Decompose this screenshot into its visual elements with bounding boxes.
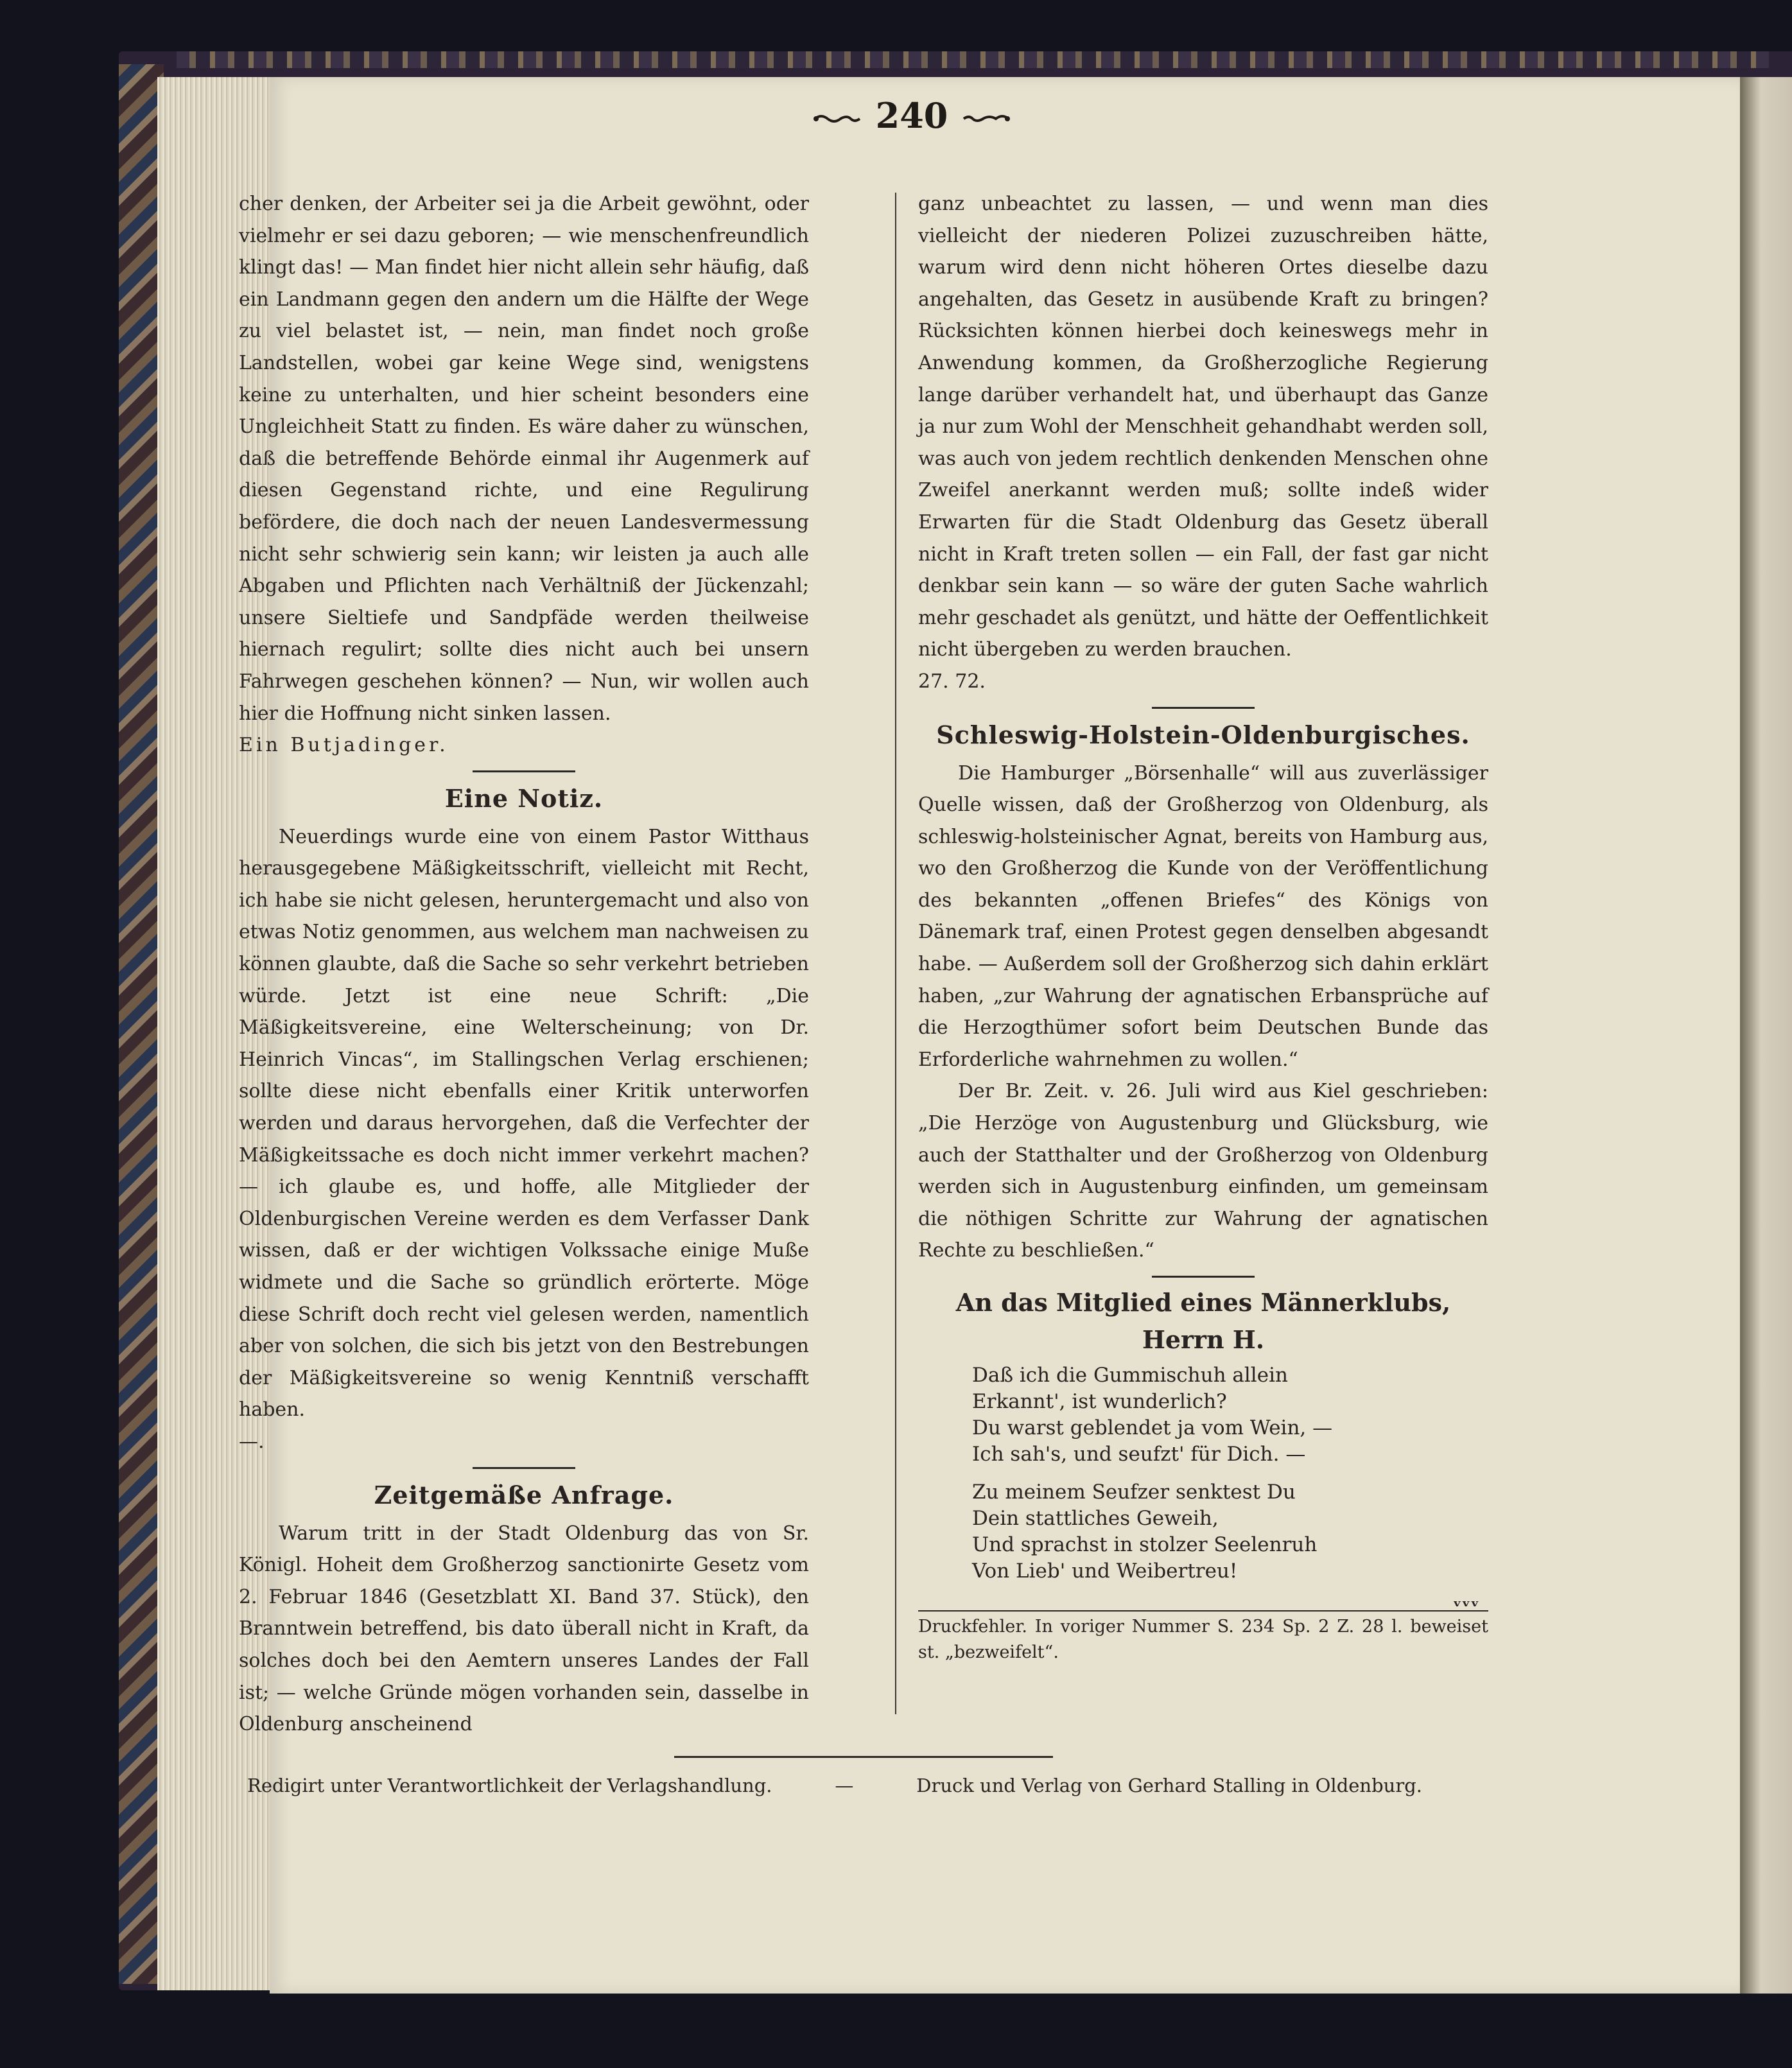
- poem-stanza-1: [972, 1362, 1488, 1468]
- poem-line: Von Lieb' und Weibertreu!: [972, 1560, 1238, 1583]
- poem-line: Daß ich die Gummischuh allein: [972, 1364, 1288, 1387]
- paragraph-anfrage-continued: ganz unbeachtet zu lassen, — und wenn man dies vielleicht der niederen Polizei zuzuschreiben hätte, warum wird denn nicht höheren Ortes dieselbe dazu angehalten, das Gesetz in ausübende Kraft zu bringen? Rücksichten können hierbei doch keineswegs mehr in Anwendung kommen, da Großherzogliche Regierung lange darüber verhandelt hat, und überhaupt das Ganze ja nur zum Wohl der Menschheit gehandhabt werden soll, was auch von jedem rechtlich denkenden Menschen ohne Zweifel anerkannt werden muß; sollte indeß wider Erwarten für die Stadt Oldenburg das Gesetz überall nicht in Kraft treten sollen — ein Fall, der fast gar nicht denkbar sein kann — so wäre der guten Sache wahrlich mehr geschadet als genützt, und hätte der Oeffentlichkeit nicht übergeben zu werden brauchen.: [918, 193, 1488, 661]
- paragraph-schleswig-2: Der Br. Zeit. v. 26. Juli wird aus Kiel geschrieben: „Die Herzöge von Augustenburg und Glücksburg, wie auch der Statthalter und der Großherzog von Oldenburg werden sich in Augustenburg einfinden, um gemeinsam die nöthigen Schritte zur Wahrung der agnatischen Rechte zu beschließen.“: [918, 1080, 1488, 1262]
- poem-line: Du warst geblendet ja vom Wein, —: [972, 1416, 1333, 1439]
- facing-page-edge: [1740, 77, 1792, 1994]
- section-rule: [1152, 1276, 1255, 1278]
- page-number-header: [770, 93, 1053, 138]
- paragraph-anfrage: Warum tritt in der Stadt Oldenburg das von Sr. Königl. Hoheit dem Großherzog sanctionirte Gesetz vom 2. Februar 1846 (Gesetzblatt XI. Band 37. Stück), den Branntwein betreffend, bis dato überall nicht in Kraft, da solches doch bei den Aemtern unseres Landes der Fall ist; — welche Gründe mögen vorhanden sein, dasselbe in Oldenburg anscheinend: [239, 1522, 809, 1736]
- section-rule: [473, 1467, 575, 1469]
- signature-butjadinger: Ein Butjadinger.: [239, 734, 449, 757]
- footer-rule: [674, 1756, 1053, 1758]
- left-column: [239, 188, 809, 1741]
- cover-top-edge: [177, 51, 1769, 68]
- heading-zeitgemaesse-anfrage: Zeitgemäße Anfrage.: [374, 1480, 674, 1509]
- heading-poem: [918, 1284, 1488, 1359]
- poem-stanza-2: [972, 1479, 1488, 1585]
- poem: [918, 1362, 1488, 1585]
- ornament-right-icon: [960, 112, 1011, 125]
- right-column: [918, 188, 1488, 1665]
- poem-line: Zu meinem Seufzer senktest Du: [972, 1481, 1296, 1504]
- poem-line: Erkannt', ist wunderlich?: [972, 1390, 1227, 1413]
- poem-line: Dein stattliches Geweih,: [972, 1507, 1219, 1530]
- footer-dash: —: [835, 1775, 854, 1796]
- page-footer: [247, 1775, 1422, 1796]
- errata-note: Druckfehler. In voriger Nummer S. 234 Sp. 2 Z. 28 l. beweiset st. „bezweifelt“.: [918, 1610, 1488, 1665]
- poem-end-mark: ᵥᵥᵥ: [1452, 1590, 1479, 1611]
- heading-poem-line-1: An das Mitglied eines Männerklubs,: [955, 1288, 1451, 1317]
- section-rule: [473, 770, 575, 772]
- heading-poem-line-2: Herrn H.: [1142, 1325, 1265, 1354]
- paragraph-notiz: Neuerdings wurde eine von einem Pastor Witthaus herausgegebene Mäßigkeitsschrift, vielleicht mit Recht, ich habe sie nicht gelesen, heruntergemacht und also von etwas Notiz genommen, aus welchem man nachweisen zu können glaubte, daß die Sache so sehr verkehrt betrieben würde. Jetzt ist eine neue Schrift: „Die Mäßigkeitsvereine, eine Welterscheinung; von Dr. Heinrich Vincas“, im Stallingschen Verlag erschienen; sollte diese nicht ebenfalls einer Kritik unterworfen werden und daraus hervorgehen, daß die Verfechter der Mäßigkeitssache es doch nicht immer verkehrt machen? — ich glaube es, und hoffe, alle Mitglieder der Oldenburgischen Vereine werden es dem Verfasser Dank wissen, daß er der wichtigen Volkssache einige Muße widmete und die Sache so gründlich erörterte. Möge diese Schrift doch recht viel gelesen werden, namentlich aber von solchen, die sich bis jetzt von den Bestrebungen der Mäßigkeitsvereine so wenig Kenntniß verschafft haben.: [239, 825, 809, 1421]
- signature-number: 27. 72.: [918, 670, 986, 693]
- poem-line: Und sprachst in stolzer Seelenruh: [972, 1533, 1318, 1556]
- section-rule: [1152, 707, 1255, 709]
- poem-line: Ich sah's, und seufzt' für Dich. —: [972, 1443, 1306, 1466]
- signature-dash: —.: [239, 1430, 265, 1453]
- footer-editor-line: Redigirt unter Verantwortlichkeit der Verlagshandlung.: [247, 1775, 772, 1796]
- heading-eine-notiz: Eine Notiz.: [444, 783, 604, 813]
- ornament-left-icon: [812, 112, 864, 125]
- paragraph-schleswig-1: Die Hamburger „Börsenhalle“ will aus zuverlässiger Quelle wissen, daß der Großherzog von Oldenburg, als schleswig-holsteinischer Agnat, bereits von Hamburg aus, wo den Großherzog die Kunde von der Veröffentlichung des bekannten „offenen Briefes“ des Königs von Dänemark traf, einen Protest gegen denselben abgesandt habe. — Außerdem soll der Großherzog sich dahin erklärt haben, „zur Wahrung der agnatischen Erbansprüche auf die Herzogthümer sofort beim Deutschen Bunde das Erforderliche wahrnehmen zu wollen.“: [918, 761, 1488, 1071]
- column-divider: [895, 193, 896, 1714]
- paragraph-continued: cher denken, der Arbeiter sei ja die Arbeit gewöhnt, oder vielmehr er sei dazu geboren; — wie menschenfreundlich klingt das! — Man findet hier nicht allein sehr häufig, daß ein Landmann gegen den andern um die Hälfte der Wege zu viel belastet ist, — nein, man findet noch große Landstellen, wobei gar keine Wege sind, wenigstens keine zu unterhalten, und hier scheint besonders eine Ungleichheit Statt zu finden. Es wäre daher zu wünschen, daß die betreffende Behörde einmal ihr Augenmerk auf diesen Gegenstand richte, und eine Regulirung befördere, die doch nach der neuen Landesvermessung nicht sehr schwierig sein kann; wir leisten ja auch alle Abgaben und Pflichten nach Verhältniß der Jückenzahl; unsere Sieltiefe und Sandpfäde werden theilweise hiernach regulirt; sollte dies nicht auch bei unsern Fahrwegen geschehen können? — Nun, wir wollen auch hier die Hoffnung nicht sinken lassen.: [239, 193, 809, 725]
- page-number: 240: [875, 95, 948, 136]
- footer-publisher-line: Druck und Verlag von Gerhard Stalling in Oldenburg.: [916, 1775, 1422, 1796]
- heading-schleswig-holstein: Schleswig-Holstein-Oldenburgisches.: [936, 720, 1470, 749]
